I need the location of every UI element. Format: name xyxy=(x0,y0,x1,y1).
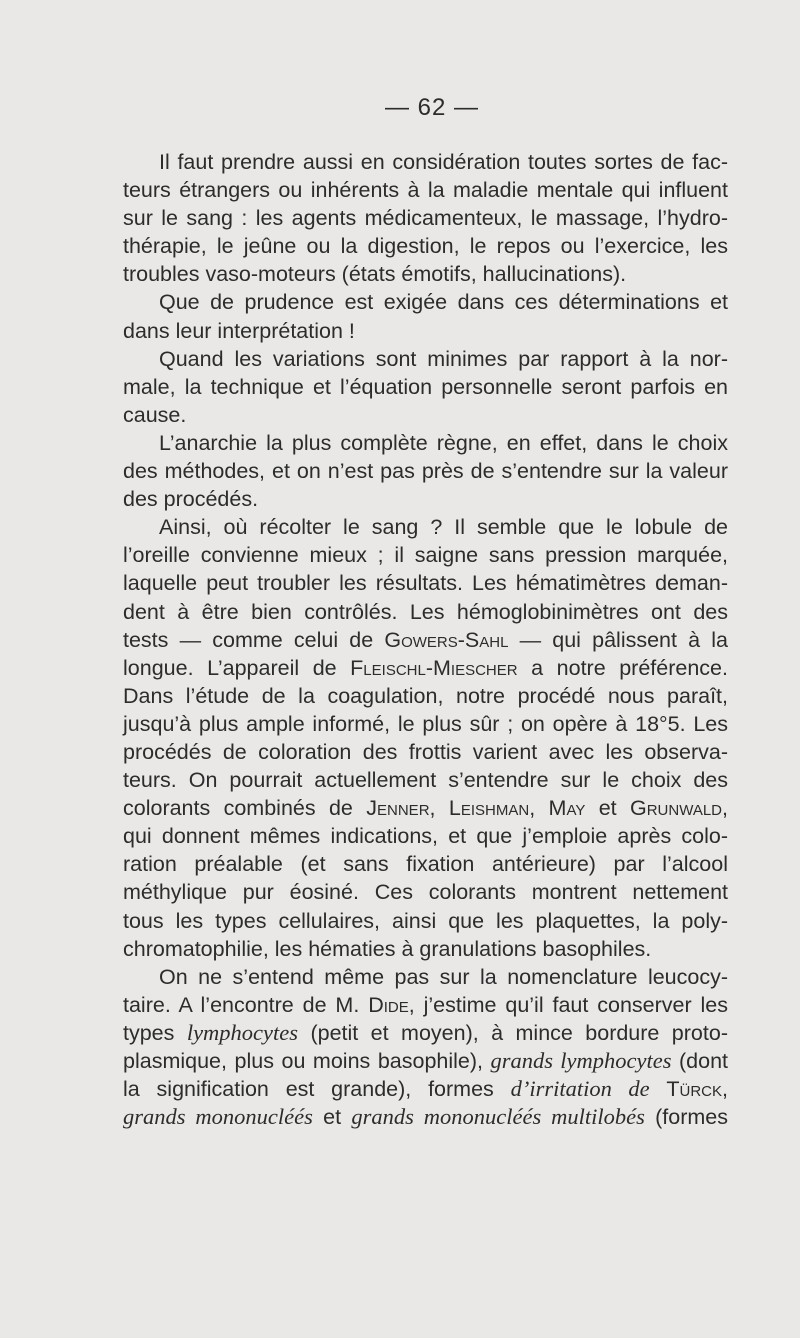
author-name: Gowers-Sahl xyxy=(384,627,509,652)
text-line: qui donnent mêmes indications, et que j’emploie après colo- xyxy=(123,824,728,849)
text-line: chromatophilie, les hématies à granulations basophiles. xyxy=(123,936,652,961)
text-line: l’oreille convienne mieux ; il saigne sans pression marquée, xyxy=(123,543,728,568)
text-line: male, la technique et l’équation personnelle seront parfois en xyxy=(123,374,728,399)
italic-term: lymphocytes xyxy=(186,1019,299,1045)
text-line: teurs étrangers ou inhérents à la maladie mentale qui influent xyxy=(123,178,728,203)
text-line: thérapie, le jeûne ou la digestion, le repos ou l’exercice, les xyxy=(123,234,728,259)
text-line: Il faut prendre aussi en considération toutes sortes de fac- xyxy=(159,150,728,174)
text-line: Quand les variations sont minimes par rapport à la nor- xyxy=(159,346,728,371)
text-line: types lymphocytes (petit et moyen), à mince bordure proto- xyxy=(123,1019,728,1045)
text-line: dans leur interprétation ! xyxy=(123,318,355,343)
text-line: procédés de coloration des frottis varient avec les observa- xyxy=(123,739,728,764)
text-line: jusqu’à plus ample informé, le plus sûr ; on opère à 18°5. Les xyxy=(123,711,728,736)
text-line: On ne s’entend même pas sur la nomenclature leucocy- xyxy=(159,964,728,989)
text-line: teurs. On pourrait actuellement s’entendre sur le choix des xyxy=(123,768,728,793)
text-line: troubles vaso-moteurs (états émotifs, hallucinations). xyxy=(123,262,627,287)
text-line: grands mononucléés et grands mononucléés multilobés (formes xyxy=(123,1104,728,1130)
italic-term: grands mononucléés xyxy=(123,1104,313,1130)
text-line: Dans l’étude de la coagulation, notre procédé nous paraît, xyxy=(123,683,728,708)
text-line: des méthodes, et on n’est pas près de s’entendre sur la valeur xyxy=(123,459,728,484)
text-line: méthylique pur éosiné. Ces colorants montrent nettement xyxy=(123,880,728,905)
author-name: Leishman xyxy=(448,796,530,821)
author-name: May xyxy=(548,796,586,821)
text-line: colorants combinés de Jenner, Leishman, May et Grunwald, xyxy=(123,796,728,821)
text-line: longue. L’appareil de Fleischl-Miescher a notre préférence. xyxy=(123,655,728,680)
author-name: Jenner xyxy=(366,796,430,821)
author-name: Grunwald xyxy=(630,796,723,821)
text-line: sur le sang : les agents médicamenteux, le massage, l’hydro- xyxy=(123,206,728,231)
text-line: laquelle peut troubler les résultats. Les hématimètres deman- xyxy=(123,571,728,596)
text-line: L’anarchie la plus complète règne, en effet, dans le choix xyxy=(159,430,728,455)
italic-term: d’irritation de xyxy=(510,1076,650,1102)
text-line: Ainsi, où récolter le sang ? Il semble que le lobule de xyxy=(159,515,728,540)
page-number: — 62 — xyxy=(384,94,480,121)
text-line: Que de prudence est exigée dans ces déterminations et xyxy=(159,290,728,315)
text-line: ration préalable (et sans fixation antérieure) par l’alcool xyxy=(123,852,728,877)
text-line: dent à être bien contrôlés. Les hémoglobinimètres ont des xyxy=(123,599,728,624)
text-line: la signification est grande), formes d’irritation de Türck, xyxy=(123,1076,728,1102)
text-line: taire. A l’encontre de M. Dide, j’estime qu’il faut conserver les xyxy=(123,992,728,1017)
author-name: Fleischl-Miescher xyxy=(350,655,518,680)
text-line: tous les types cellulaires, ainsi que les plaquettes, la poly- xyxy=(123,908,728,933)
text-line: cause. xyxy=(123,402,187,427)
text-line: plasmique, plus ou moins basophile), grands lymphocytes (dont xyxy=(123,1048,728,1073)
text-line: des procédés. xyxy=(123,487,259,512)
author-name: Türck xyxy=(666,1077,723,1102)
italic-term: grands mononucléés multilobés xyxy=(351,1104,645,1130)
body-text xyxy=(123,148,728,1131)
text-line: tests — comme celui de Gowers-Sahl — qui pâlissent à la xyxy=(123,627,729,652)
author-name: Dide xyxy=(368,992,409,1017)
italic-term: grands lymphocytes xyxy=(490,1048,672,1073)
